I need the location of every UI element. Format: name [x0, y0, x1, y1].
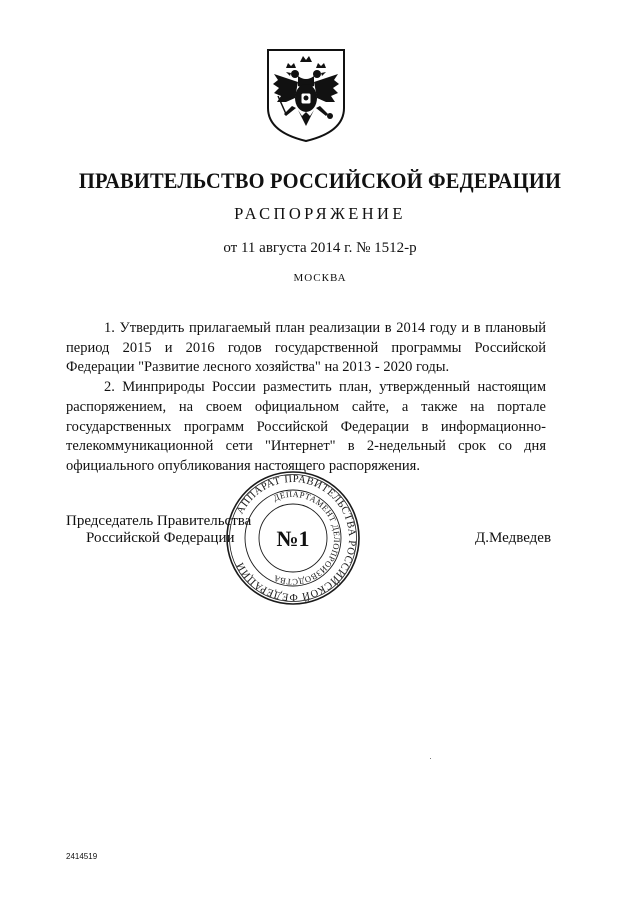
scan-speck	[430, 758, 431, 759]
document-type: РАСПОРЯЖЕНИЕ	[234, 204, 406, 223]
document-body	[66, 319, 546, 477]
paragraph-2: 2. Минприроды России разместить план, утвержденный настоящим распоряжением, на своем официальном сайте, а также на портале государственных программ Российской Федерации в информационно-телекоммуникационной сети "Интернет" в 2-недельный срок со дня официального опубликования настоящего распоряжения.	[66, 379, 546, 474]
seal-inner-text: ДЕПАРТАМЕНТ ДЕЛОПРОИЗВОДСТВА	[271, 488, 343, 588]
paragraph-1: 1. Утвердить прилагаемый план реализации в 2014 году и в плановый период 2015 и 2016 годов государственной программы Российской Федерации "Развитие лесного хозяйства" на 2013 - 2020 годы.	[66, 320, 546, 376]
city: МОСКВА	[293, 272, 347, 284]
date-and-number: от 11 августа 2014 г. № 1512-р	[223, 240, 417, 256]
signatory-title-line-1: Председатель Правительства	[66, 513, 252, 529]
coat-of-arms-icon	[262, 46, 350, 144]
signatory-title-line-2: Российской Федерации	[86, 530, 235, 546]
document-code: 2414519	[66, 852, 98, 861]
signatory-name: Д.Медведев	[475, 530, 552, 546]
government-title: ПРАВИТЕЛЬСТВО РОССИЙСКОЙ ФЕДЕРАЦИИ	[78, 168, 562, 193]
seal-outer-text: АППАРАТ ПРАВИТЕЛЬСТВА РОССИЙСКОЙ ФЕДЕРАЦИИ	[234, 473, 358, 603]
seal-number: №1	[276, 526, 310, 551]
official-seal-icon	[225, 470, 361, 606]
